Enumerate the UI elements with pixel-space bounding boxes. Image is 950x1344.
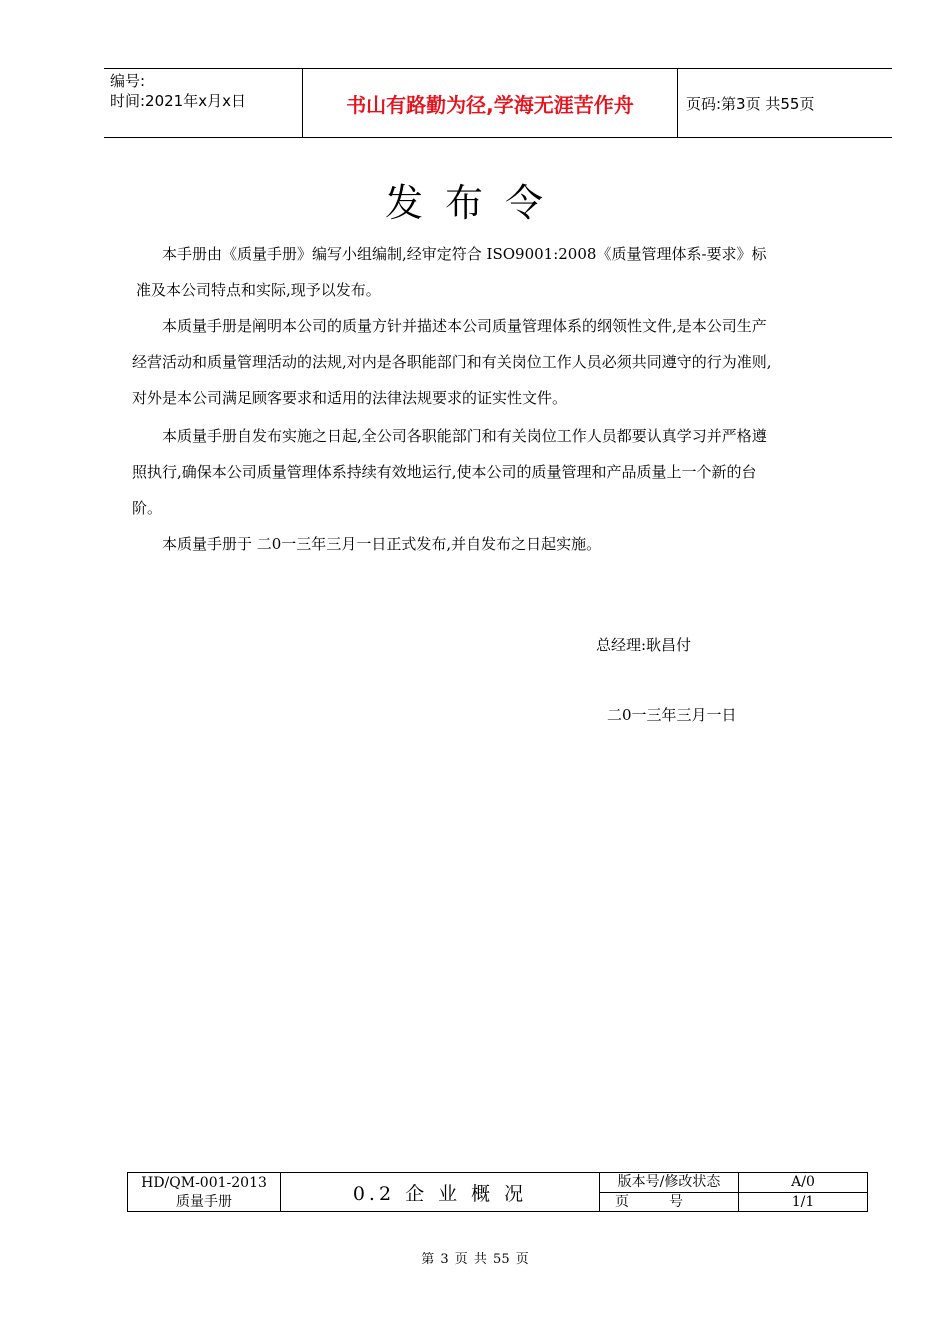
header-left-cell — [104, 69, 303, 137]
motto: 书山有路勤为径,学海无涯苦作舟 — [303, 69, 678, 137]
footer-doc-cell — [128, 1173, 281, 1211]
paragraph-4 — [132, 526, 872, 562]
paragraph-1 — [132, 236, 872, 308]
footer-value-cell — [739, 1173, 867, 1211]
page-value: 1/1 — [791, 1193, 815, 1210]
page-number: 第 3 页 共 55 页 — [421, 1252, 529, 1267]
paragraph-line: 照执行,确保本公司质量管理体系持续有效地运行,使本公司的质量管理和产品质量上一个新的台 — [132, 463, 757, 481]
header-table — [104, 68, 892, 138]
version-value: A/0 — [739, 1173, 867, 1193]
paragraph-2 — [132, 308, 872, 416]
doc-name: 质量手册 — [176, 1193, 232, 1210]
section-title: 0.2 企 业 概 况 — [281, 1173, 600, 1211]
paragraph-line: 本质量手册自发布实施之日起,全公司各职能部门和有关岗位工作人员都要认真学习并严格遵 — [162, 427, 767, 445]
time-label: 时间:2021年x月x日 — [110, 92, 246, 110]
signature: 总经理:耿昌付 — [596, 636, 692, 654]
number-label: 编号: — [110, 72, 146, 90]
paragraph-line: 准及本公司特点和实际,现予以发布。 — [136, 281, 381, 299]
sign-date: 二0一三年三月一日 — [607, 706, 737, 724]
paragraph-line: 本质量手册是阐明本公司的质量方针并描述本公司质量管理体系的纲领性文件,是本公司生产 — [162, 317, 767, 335]
paragraph-line: 经营活动和质量管理活动的法规,对内是各职能部门和有关岗位工作人员必须共同遵守的行为准则, — [132, 353, 772, 371]
page-label: 页号 — [615, 1193, 723, 1210]
paragraph-line: 本质量手册于 二0一三年三月一日正式发布,并自发布之日起实施。 — [162, 535, 602, 553]
paragraph-line: 对外是本公司满足顾客要求和适用的法律法规要求的证实性文件。 — [132, 389, 568, 407]
footer-label-cell — [600, 1173, 739, 1211]
footer-table — [127, 1172, 868, 1212]
page-title: 发布令 — [384, 181, 565, 225]
page-info: 页码:第3页 共55页 — [686, 94, 815, 113]
doc-code: HD/QM-001-2013 — [141, 1174, 267, 1191]
paragraph-line: 阶。 — [132, 499, 163, 517]
paragraph-line: 本手册由《质量手册》编写小组编制,经审定符合 ISO9001:2008《质量管理体系-要求》标 — [162, 245, 767, 263]
version-label: 版本号/修改状态 — [600, 1173, 738, 1193]
paragraph-3 — [132, 418, 872, 526]
